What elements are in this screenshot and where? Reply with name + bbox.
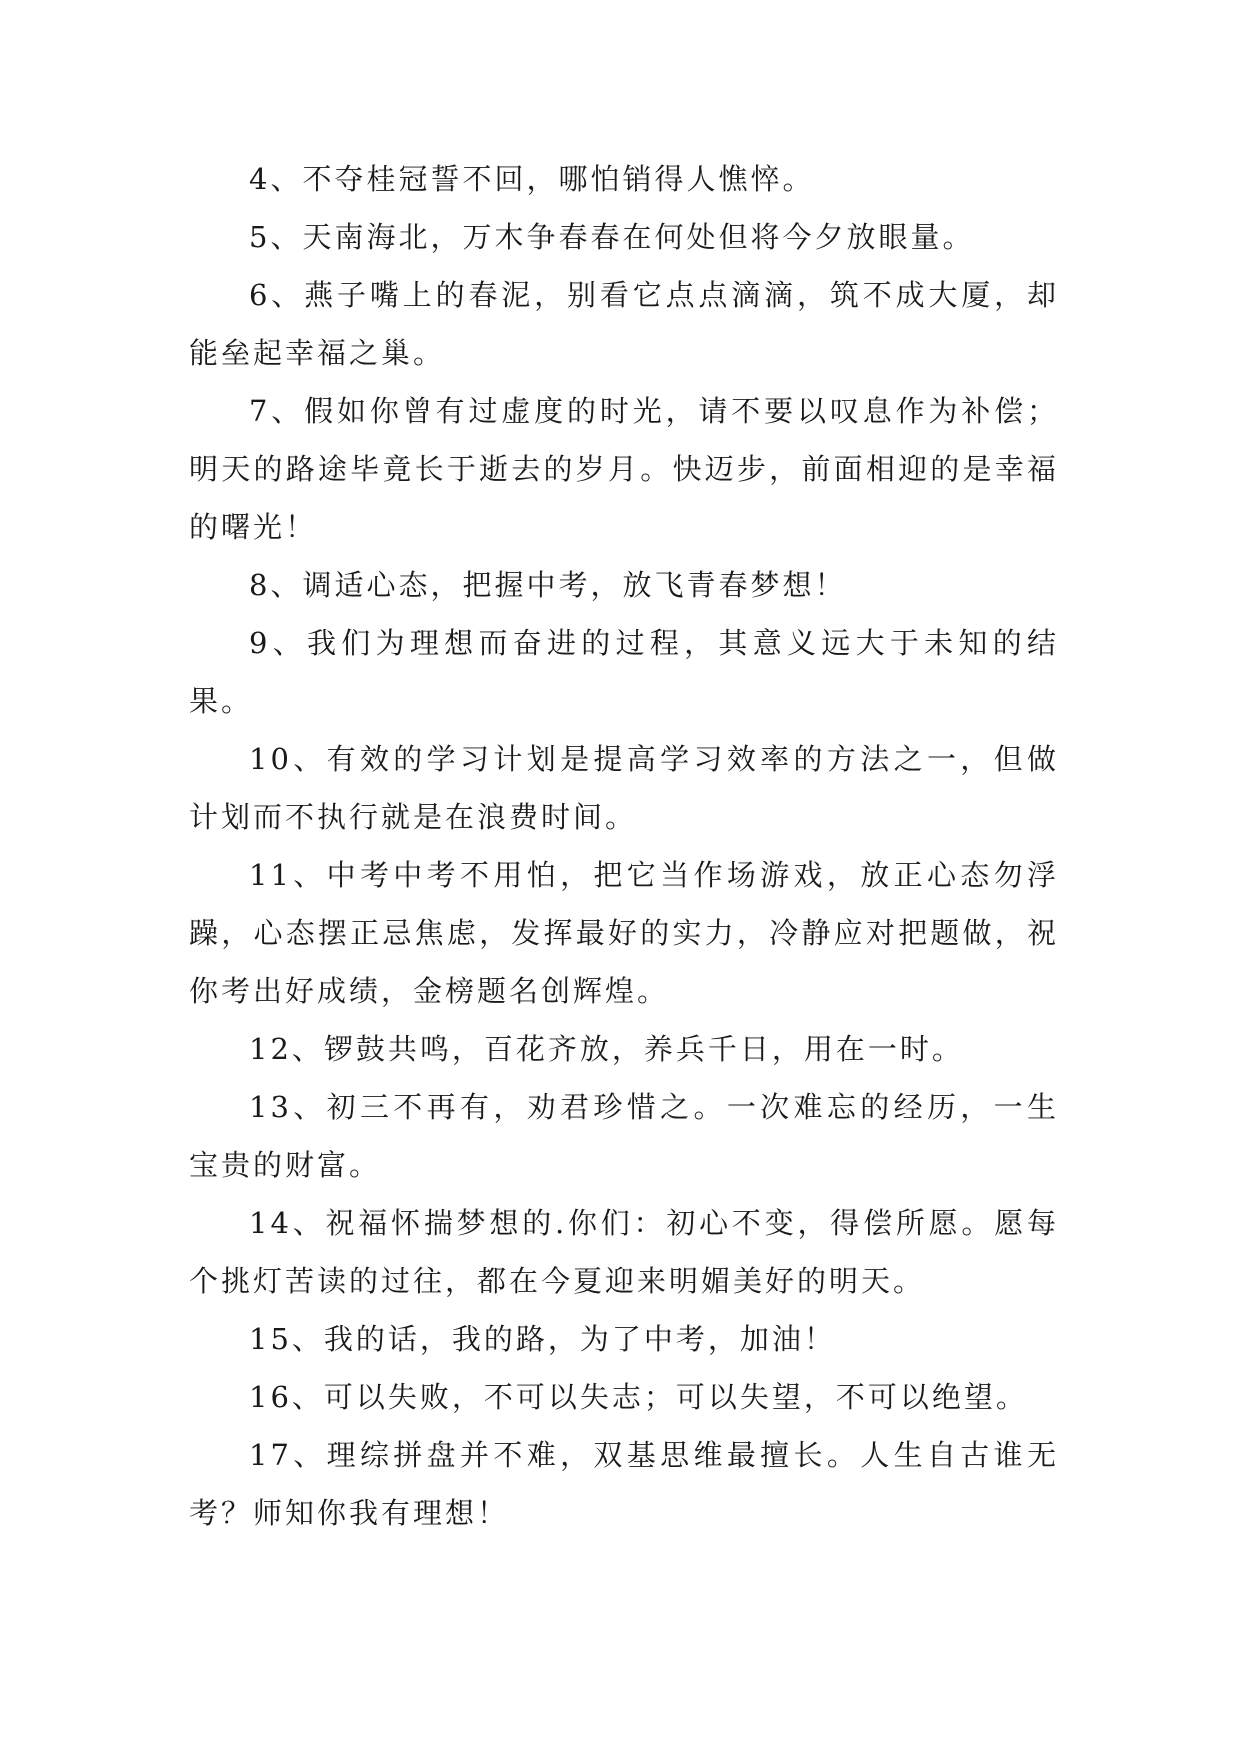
paragraph-16: 16、可以失败，不可以失志；可以失望，不可以绝望。 xyxy=(249,1380,1028,1414)
paragraph-10: 10、有效的学习计划是提高学习效率的方法之一，但做计划而不执行就是在浪费时间。 xyxy=(189,742,1059,834)
document-body xyxy=(189,150,1059,1542)
paragraph-13: 13、初三不再有，劝君珍惜之。一次难忘的经历，一生宝贵的财富。 xyxy=(189,1090,1059,1182)
paragraph-9: 9、我们为理想而奋进的过程，其意义远大于未知的结果。 xyxy=(189,626,1059,718)
paragraph-6: 6、燕子嘴上的春泥，别看它点点滴滴，筑不成大厦，却能垒起幸福之巢。 xyxy=(189,278,1059,370)
paragraph-5: 5、天南海北，万木争春春在何处但将今夕放眼量。 xyxy=(249,220,975,254)
paragraph-14: 14、祝福怀揣梦想的.你们：初心不变，得偿所愿。愿每个挑灯苦读的过往，都在今夏迎来明媚美好的明天。 xyxy=(189,1206,1059,1298)
paragraph-8: 8、调适心态，把握中考，放飞青春梦想！ xyxy=(249,568,847,602)
paragraph-11: 11、中考中考不用怕，把它当作场游戏，放正心态勿浮躁，心态摆正忌焦虑，发挥最好的实力，冷静应对把题做，祝你考出好成绩，金榜题名创辉煌。 xyxy=(189,858,1059,1008)
paragraph-15: 15、我的话，我的路，为了中考，加油！ xyxy=(249,1322,836,1356)
paragraph-17: 17、理综拼盘并不难，双基思维最擅长。人生自古谁无考？师知你我有理想！ xyxy=(189,1438,1059,1530)
paragraph-12: 12、锣鼓共鸣，百花齐放，养兵千日，用在一时。 xyxy=(249,1032,964,1066)
paragraph-4: 4、不夺桂冠誓不回，哪怕销得人憔悴。 xyxy=(249,162,815,196)
paragraph-7: 7、假如你曾有过虚度的时光，请不要以叹息作为补偿；明天的路途毕竟长于逝去的岁月。快迈步，前面相迎的是幸福的曙光！ xyxy=(189,394,1059,544)
